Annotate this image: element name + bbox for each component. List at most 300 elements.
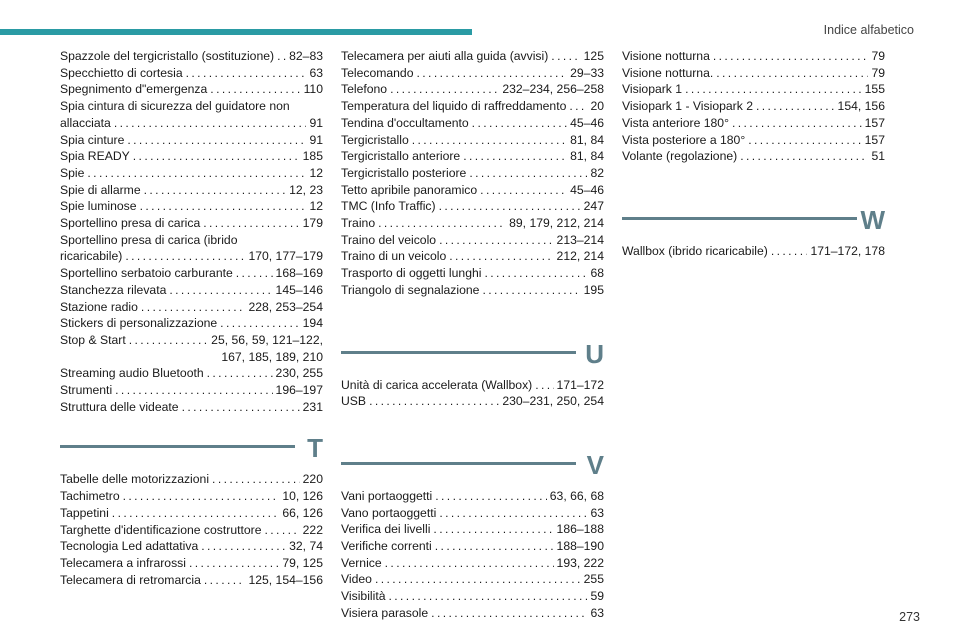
- index-entry: [341, 393, 604, 410]
- index-entry-pages: 222: [302, 522, 323, 537]
- dot-leader: [740, 148, 868, 165]
- index-entry-term: Temperatura del liquido di raffreddamento: [341, 99, 567, 114]
- index-entry-pages: 12: [309, 165, 323, 180]
- index-entry-pages: 228, 253–254: [248, 299, 323, 314]
- index-entry-term: Verifiche correnti: [341, 539, 432, 554]
- index-entry-line: [341, 165, 604, 182]
- index-entry-term: Telecamera a infrarossi: [60, 555, 186, 570]
- index-entry-term: Traino di un veicolo: [341, 249, 447, 264]
- index-entry-line: [60, 48, 323, 65]
- index-entry-pages: 185: [302, 149, 323, 164]
- index-entry-line: [60, 315, 323, 332]
- index-entry: [60, 232, 323, 265]
- index-entry: [341, 248, 604, 265]
- section-gap: [341, 410, 604, 432]
- section-header: [60, 415, 323, 471]
- index-entry-pages: 157: [864, 132, 885, 147]
- index-entry: [60, 399, 323, 416]
- index-entry-line: [60, 165, 323, 182]
- index-entry-line: [341, 248, 604, 265]
- section-letter: W: [860, 204, 885, 235]
- index-entry: [60, 65, 323, 82]
- index-entry-pages: 186–188: [556, 522, 604, 537]
- dot-leader: [212, 471, 300, 488]
- index-entry-line: [60, 215, 323, 232]
- index-entry-line: [60, 65, 323, 82]
- index-entry: [60, 265, 323, 282]
- dot-leader: [716, 65, 868, 82]
- index-entry-pages: 171–172, 178: [810, 243, 885, 258]
- dot-leader: [385, 555, 554, 572]
- dot-leader: [480, 182, 567, 199]
- index-entry-term: Strumenti: [60, 383, 113, 398]
- dot-leader: [87, 165, 306, 182]
- dot-leader: [439, 505, 587, 522]
- index-entry-line: [60, 332, 323, 349]
- index-entry-term: Tabelle delle motorizzazioni: [60, 472, 210, 487]
- index-entry-pages: 63: [590, 505, 604, 520]
- index-entry-line: [622, 81, 885, 98]
- index-entry-line: [341, 265, 604, 282]
- index-entry-line: [341, 115, 604, 132]
- index-entry-pages: 232–234, 256–258: [502, 82, 604, 97]
- index-entry: [341, 81, 604, 98]
- dot-leader: [204, 572, 246, 589]
- index-entry-pages: 171–172: [556, 377, 604, 392]
- index-entry-pages: 170, 177–179: [248, 249, 323, 264]
- index-entry: [622, 81, 885, 98]
- index-entry-line: [60, 282, 323, 299]
- dot-leader: [189, 555, 279, 572]
- dot-leader: [127, 132, 306, 149]
- index-entry-pages: 89, 179, 212, 214: [509, 216, 604, 231]
- index-entry: [341, 538, 604, 555]
- dot-leader: [463, 148, 567, 165]
- index-entry-line: [341, 81, 604, 98]
- index-entry-term: Volante (regolazione): [622, 149, 738, 164]
- dot-leader: [375, 571, 581, 588]
- index-entry-term: Tergicristallo posteriore: [341, 165, 467, 180]
- index-entry: [622, 132, 885, 149]
- index-entry-term: Stazione radio: [60, 299, 138, 314]
- index-entry-term: Video: [341, 572, 372, 587]
- index-entry-pages: 79: [871, 65, 885, 80]
- index-entry-term: Telecomando: [341, 65, 414, 80]
- index-entry-pages: 231: [302, 399, 323, 414]
- section-letter: T: [307, 433, 323, 464]
- index-entry: [60, 382, 323, 399]
- index-entry-line: [341, 555, 604, 572]
- dot-leader: [141, 299, 246, 316]
- index-entry: [60, 148, 323, 165]
- dot-leader: [123, 488, 280, 505]
- index-entry-pages: 125, 154–156: [248, 572, 323, 587]
- index-entry: [60, 505, 323, 522]
- index-entry-term-first-line: Sportellino presa di carica (ibrido: [60, 232, 238, 247]
- section-rule: [622, 217, 857, 220]
- index-entry: [622, 48, 885, 65]
- index-entry-term: Traino: [341, 216, 376, 231]
- index-entry: [60, 488, 323, 505]
- index-entry-line: [341, 393, 604, 410]
- index-entry-term: Tachimetro: [60, 489, 120, 504]
- index-entry: [60, 48, 323, 65]
- index-entry-line: [60, 248, 323, 265]
- dot-leader: [449, 248, 553, 265]
- index-entry-term: Streaming audio Bluetooth: [60, 366, 204, 381]
- index-entry: [622, 65, 885, 82]
- index-entry-line: [60, 522, 323, 539]
- index-entry-term: allacciata: [60, 115, 111, 130]
- index-entry: [60, 471, 323, 488]
- index-entry-term: Tecnologia Led adattativa: [60, 539, 199, 554]
- index-entry-term: ricaricabile): [60, 249, 123, 264]
- dot-leader: [112, 505, 280, 522]
- index-entry-line: [341, 98, 604, 115]
- index-entry-pages: 29–33: [570, 65, 604, 80]
- dot-leader: [412, 132, 567, 149]
- index-entry-pages: 230–231, 250, 254: [502, 394, 604, 409]
- dot-leader: [388, 588, 587, 605]
- index-entry-pages: 91: [309, 115, 323, 130]
- index-entry-pages: 255: [583, 572, 604, 587]
- index-entry-term: Verifica dei livelli: [341, 522, 431, 537]
- index-entry-term: TMC (Info Traffic): [341, 199, 436, 214]
- index-entry-pages: 63: [309, 65, 323, 80]
- dot-leader: [236, 265, 273, 282]
- dot-leader: [482, 282, 580, 299]
- index-entry-pages: 179: [302, 216, 323, 231]
- index-entry: [341, 555, 604, 572]
- dot-leader: [186, 65, 307, 82]
- index-entry-pages: 81, 84: [570, 149, 604, 164]
- index-entry-pages: 196–197: [275, 383, 323, 398]
- dot-leader: [265, 522, 300, 539]
- index-entry-pages: 66, 126: [282, 505, 323, 520]
- index-entry: [341, 65, 604, 82]
- index-entry: [622, 115, 885, 132]
- index-entry-term: Spie luminose: [60, 199, 137, 214]
- dot-leader: [551, 48, 580, 65]
- page-number: 273: [899, 610, 920, 624]
- dot-leader: [182, 399, 300, 416]
- index-entry-pages: 168–169: [275, 266, 323, 281]
- index-entry-pages: 213–214: [556, 232, 604, 247]
- index-entry-term: Visiera parasole: [341, 605, 429, 620]
- index-entry-line: [341, 282, 604, 299]
- dot-leader: [756, 98, 835, 115]
- index-entry-term: Visibilità: [341, 589, 386, 604]
- index-entry-term: Targhette d'identificazione costruttore: [60, 522, 262, 537]
- index-entry-line: [341, 538, 604, 555]
- index-entry: [341, 571, 604, 588]
- index-entry-line: [60, 505, 323, 522]
- dot-leader: [732, 115, 862, 132]
- index-entry-pages: 155: [864, 82, 885, 97]
- index-entry-line: [341, 198, 604, 215]
- index-entry-line: [341, 488, 604, 505]
- index-entry: [341, 148, 604, 165]
- index-entry: [341, 377, 604, 394]
- section-letter: V: [586, 449, 604, 480]
- dot-leader: [220, 315, 299, 332]
- dot-leader: [144, 182, 286, 199]
- index-entry-pages: 220: [302, 472, 323, 487]
- index-entry-term: Telecamera per aiuti alla guida (avvisi): [341, 49, 549, 63]
- index-entry-line: [341, 571, 604, 588]
- index-entry: [341, 98, 604, 115]
- index-entry-line: [60, 555, 323, 572]
- index-entry-pages: 68: [590, 266, 604, 281]
- index-entry-line: [622, 132, 885, 149]
- section-gap: [622, 165, 885, 187]
- index-entry-pages: 157: [864, 115, 885, 130]
- index-entry-pages: 79, 125: [282, 555, 323, 570]
- section-letter: U: [585, 338, 604, 369]
- index-entry: [60, 132, 323, 149]
- index-entry: [60, 538, 323, 555]
- header-accent-bar: [0, 29, 472, 35]
- dot-leader: [771, 243, 808, 260]
- dot-leader: [390, 81, 499, 98]
- index-entry-pages: 25, 56, 59, 121–122,: [211, 332, 323, 347]
- index-entry-line: [341, 182, 604, 199]
- index-entry-term-first-line: Spia cintura di sicurezza del guidatore non: [60, 99, 290, 114]
- index-entry-line: [60, 299, 323, 316]
- index-entry-term: Telefono: [341, 82, 388, 97]
- dot-leader: [169, 282, 272, 299]
- dot-leader: [748, 132, 861, 149]
- index-entry-pages: 188–190: [556, 539, 604, 554]
- index-entry-pages-continued: 167, 185, 189, 210: [221, 349, 323, 364]
- index-entry-pages: 125: [583, 49, 604, 63]
- index-entry-line: [622, 115, 885, 132]
- index-entry-term: Tendina d'occultamento: [341, 115, 469, 130]
- dot-leader: [713, 48, 869, 65]
- index-entry-line: [60, 265, 323, 282]
- index-entry-pages: 79: [871, 49, 885, 63]
- index-entry-line: [60, 132, 323, 149]
- dot-leader: [439, 232, 553, 249]
- section-rule: [341, 462, 576, 465]
- index-entry-term: Tergicristallo: [341, 132, 409, 147]
- index-entry-term: Vista anteriore 180°: [622, 115, 729, 130]
- index-entry-pages: 81, 84: [570, 132, 604, 147]
- index-entry-pages: 10, 126: [282, 489, 323, 504]
- index-column-2: [341, 48, 604, 622]
- index-entry: [341, 521, 604, 538]
- index-entry-pages: 82–83: [289, 49, 323, 63]
- index-entry-term: Vani portaoggetti: [341, 488, 433, 503]
- dot-leader: [210, 81, 300, 98]
- index-entry: [341, 165, 604, 182]
- index-entry-term: Unità di carica accelerata (Wallbox): [341, 377, 533, 392]
- index-entry: [341, 132, 604, 149]
- dot-leader: [417, 65, 568, 82]
- index-entry-term: Tergicristallo anteriore: [341, 149, 461, 164]
- index-entry-pages: 145–146: [275, 282, 323, 297]
- index-entry: [60, 315, 323, 332]
- index-entry-term: Spia READY: [60, 149, 130, 164]
- dot-leader: [433, 521, 553, 538]
- index-entry-term: Spie di allarme: [60, 182, 141, 197]
- index-entry-line: [60, 115, 323, 132]
- index-entry-pages: 195: [583, 282, 604, 297]
- index-entry-line: [341, 65, 604, 82]
- dot-leader: [115, 382, 272, 399]
- dot-leader: [201, 538, 286, 555]
- dot-leader: [114, 115, 307, 132]
- index-entry: [341, 48, 604, 65]
- index-entry-line: [60, 399, 323, 416]
- dot-leader: [207, 365, 273, 382]
- index-entry: [341, 605, 604, 622]
- index-entry-line: [60, 471, 323, 488]
- index-entry-term: Spie: [60, 165, 85, 180]
- index-entry-pages: 32, 74: [289, 539, 323, 554]
- index-entry-term: Visiopark 1: [622, 82, 683, 97]
- index-entry-line: [60, 382, 323, 399]
- index-entry-term: Spia cinture: [60, 132, 125, 147]
- index-entry: [622, 148, 885, 165]
- index-entry: [341, 215, 604, 232]
- dot-leader: [277, 48, 286, 65]
- index-entry: [60, 215, 323, 232]
- index-entry-term: Visiopark 1 - Visiopark 2: [622, 99, 753, 114]
- index-entry-line: [341, 605, 604, 622]
- index-entry: [622, 98, 885, 115]
- index-entry-pages: 193, 222: [556, 555, 604, 570]
- index-entry-line: [341, 521, 604, 538]
- dot-leader: [535, 377, 553, 394]
- index-entry-pages: 194: [302, 316, 323, 331]
- index-entry-line: [60, 488, 323, 505]
- index-entry-pages: 20: [590, 99, 604, 114]
- index-entry-pages: 110: [303, 82, 323, 97]
- index-entry-pages: 12, 23: [289, 182, 323, 197]
- index-entry-term: Struttura delle videate: [60, 399, 179, 414]
- index-entry-term: Sportellino serbatoio carburante: [60, 266, 233, 281]
- index-entry: [60, 555, 323, 572]
- index-entry-term: Vernice: [341, 555, 382, 570]
- index-entry-term: Tappetini: [60, 505, 109, 520]
- index-entry-line: [622, 48, 885, 65]
- index-entry: [341, 115, 604, 132]
- index-entry-term: Triangolo di segnalazione: [341, 282, 480, 297]
- index-entry-line: [341, 148, 604, 165]
- index-entry: [622, 243, 885, 260]
- dot-leader: [439, 198, 581, 215]
- index-entry-term: Stickers di personalizzazione: [60, 316, 218, 331]
- section-rule: [341, 351, 576, 354]
- index-entry: [341, 488, 604, 505]
- index-entry: [341, 232, 604, 249]
- index-entry: [341, 198, 604, 215]
- index-entry: [60, 282, 323, 299]
- index-entry-term: Sportellino presa di carica: [60, 216, 201, 231]
- index-entry-term: Visione notturna: [622, 49, 710, 63]
- index-entry-line: [622, 148, 885, 165]
- index-entry: [60, 81, 323, 98]
- index-entry-term: Visione notturna.: [622, 65, 714, 80]
- index-entry: [60, 365, 323, 382]
- index-entry-pages: 212, 214: [556, 249, 604, 264]
- index-entry-term: Telecamera di retromarcia: [60, 572, 201, 587]
- index-entry: [60, 98, 323, 131]
- index-entry: [341, 505, 604, 522]
- index-entry-line: [341, 505, 604, 522]
- index-entry-line: [622, 98, 885, 115]
- dot-leader: [203, 215, 299, 232]
- index-entry: [60, 165, 323, 182]
- index-entry-pages: 45–46: [570, 182, 604, 197]
- index-entry-pages: 230, 255: [275, 366, 323, 381]
- index-entry-line: [341, 48, 604, 65]
- dot-leader: [129, 332, 208, 349]
- index-entry-pages: 247: [583, 199, 604, 214]
- index-entry-pages: 91: [309, 132, 323, 147]
- index-entry: [341, 588, 604, 605]
- dot-leader: [140, 198, 307, 215]
- index-entry-term: Vano portaoggetti: [341, 505, 437, 520]
- index-entry-term: USB: [341, 394, 367, 409]
- dot-leader: [685, 81, 862, 98]
- index-entry-term: Trasporto di oggetti lunghi: [341, 266, 482, 281]
- dot-leader: [484, 265, 587, 282]
- index-entry-line: [60, 182, 323, 199]
- index-entry: [341, 282, 604, 299]
- dot-leader: [469, 165, 587, 182]
- index-entry-pages: 45–46: [570, 115, 604, 130]
- index-entry-pages: 63: [590, 605, 604, 620]
- dot-leader: [472, 115, 567, 132]
- index-entry-line: [60, 572, 323, 589]
- index-entry-line: [341, 132, 604, 149]
- index-entry-term: Wallbox (ibrido ricaricabile): [622, 243, 768, 258]
- index-entry-term: Stop & Start: [60, 332, 126, 347]
- index-entry: [60, 522, 323, 539]
- index-entry-line: [60, 365, 323, 382]
- index-entry-line: [622, 65, 885, 82]
- index-entry-line: [622, 243, 885, 260]
- section-header: [622, 187, 885, 243]
- section-header: [341, 432, 604, 488]
- dot-leader: [133, 148, 300, 165]
- dot-leader: [369, 393, 499, 410]
- index-entry: [60, 299, 323, 316]
- index-entry-line: [341, 232, 604, 249]
- index-entry-term: Traino del veicolo: [341, 232, 437, 247]
- index-entry-term: Spegnimento d"emergenza: [60, 82, 208, 97]
- dot-leader: [569, 98, 587, 115]
- index-entry-term: Stanchezza rilevata: [60, 282, 167, 297]
- index-entry-line: [341, 588, 604, 605]
- index-entry-line: [60, 81, 323, 98]
- index-entry-line: [341, 215, 604, 232]
- dot-leader: [435, 538, 554, 555]
- dot-leader: [435, 488, 547, 505]
- index-entry-term: Vista posteriore a 180°: [622, 132, 746, 147]
- index-entry-pages: 154, 156: [837, 99, 885, 114]
- index-entry-pages: 51: [871, 149, 885, 164]
- dot-leader: [378, 215, 506, 232]
- index-entry: [60, 572, 323, 589]
- index-entry-term: Spazzole del tergicristallo (sostituzione): [60, 49, 275, 63]
- index-entry: [60, 332, 323, 365]
- index-entry: [60, 182, 323, 199]
- index-entry: [341, 265, 604, 282]
- page-header-title: Indice alfabetico: [823, 23, 914, 37]
